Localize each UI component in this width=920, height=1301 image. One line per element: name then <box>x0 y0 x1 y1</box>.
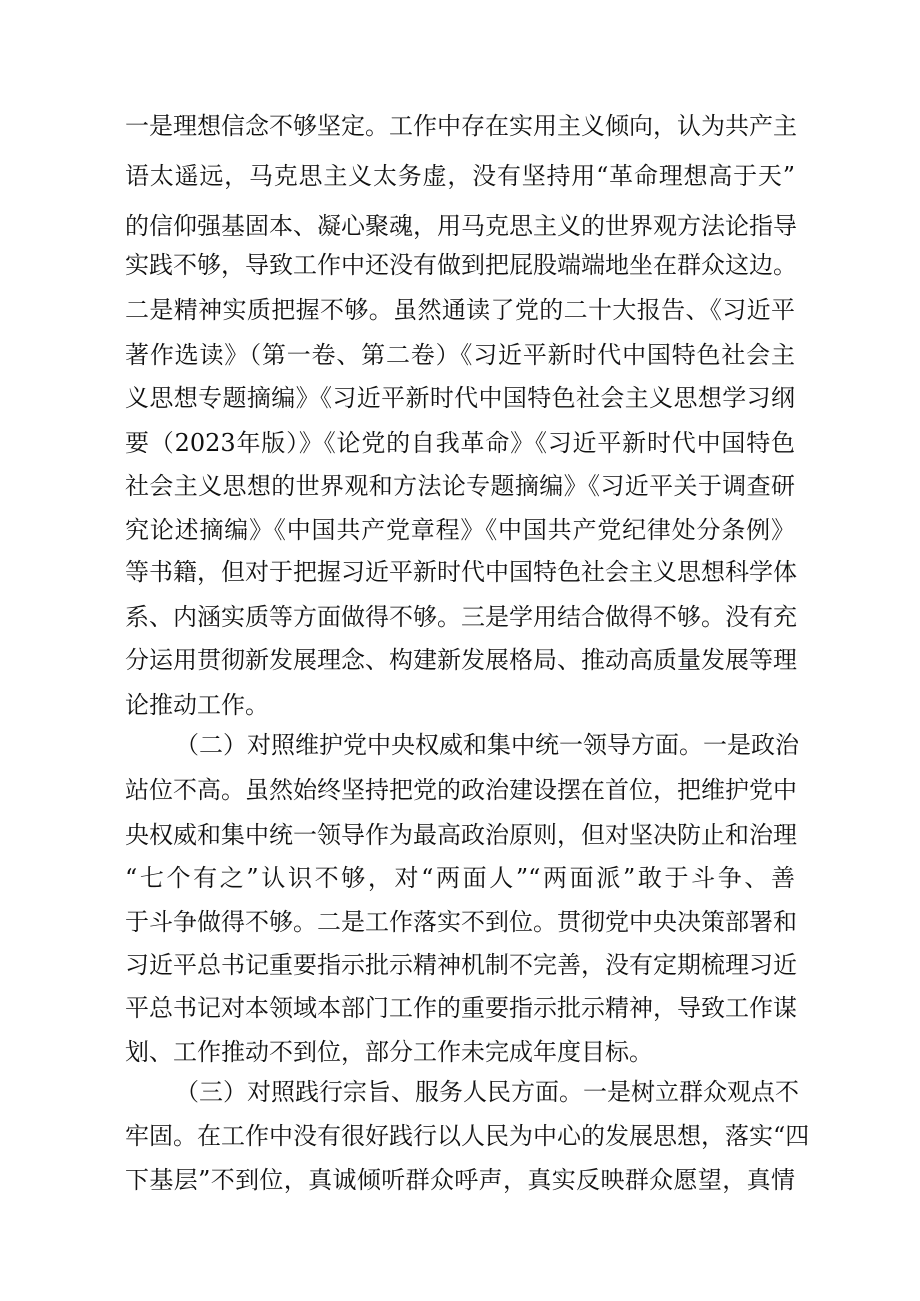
text-line: 牢固。在工作中没有很好践行以人民为中心的发展思想，落实“四 <box>125 1122 810 1150</box>
paragraph-heading-line: （二）对照维护党中央权威和集中统一领导方面。一是政治 <box>175 731 799 759</box>
text-line: 语太遥远，马克思主义太务虚，没有坚持用“革命理想高于天” <box>125 162 795 190</box>
text-line: 的信仰强基固本、凝心聚魂，用马克思主义的世界观方法论指导 <box>125 212 797 240</box>
text-line: 论推动工作。 <box>125 691 269 719</box>
text-line: 下基层”不到位，真诚倾听群众呼声，真实反映群众愿望，真情 <box>125 1166 795 1194</box>
text-line: 习近平总书记重要指示批示精神机制不完善，没有定期梳理习近 <box>125 951 797 979</box>
text-line: 究论述摘编》《中国共产党章程》《中国共产党纪律处分条例》 <box>125 516 795 544</box>
text-line: “七个有之”认识不够，对“两面人”“两面派”敢于斗争、善 <box>125 864 795 892</box>
paragraph-heading-line: （三）对照践行宗旨、服务人民方面。一是树立群众观点不 <box>175 1078 799 1106</box>
text-line: 社会主义思想的世界观和方法论专题摘编》《习近平关于调查研 <box>125 472 795 500</box>
text-line: 站位不高。虽然始终坚持把党的政治建设摆在首位，把维护党中 <box>125 776 797 804</box>
text-line: 实践不够，导致工作中还没有做到把屁股端端地坐在群众这边。 <box>125 251 797 279</box>
text-line: 央权威和集中统一领导作为最高政治原则，但对坚决防止和治理 <box>125 821 797 849</box>
text-line: 要（2023年版）》《论党的自我革命》《习近平新时代中国特色 <box>125 429 795 457</box>
text-line: 二是精神实质把握不够。虽然通读了党的二十大报告、《习近平 <box>125 296 795 324</box>
text-line: 平总书记对本领域本部门工作的重要指示批示精神，导致工作谋 <box>125 994 797 1022</box>
text-line: 于斗争做得不够。二是工作落实不到位。贯彻党中央决策部署和 <box>125 908 797 936</box>
text-line: 系、内涵实质等方面做得不够。三是学用结合做得不够。没有充 <box>125 603 797 631</box>
text-line: 著作选读》（第一卷、第二卷）《习近平新时代中国特色社会主 <box>125 341 795 369</box>
text-line: 分运用贯彻新发展理念、构建新发展格局、推动高质量发展等理 <box>125 646 797 674</box>
text-line: 等书籍，但对于把握习近平新时代中国特色社会主义思想科学体 <box>125 558 797 586</box>
text-line: 一是理想信念不够坚定。工作中存在实用主义倾向，认为共产主 <box>125 112 797 140</box>
text-line: 义思想专题摘编》《习近平新时代中国特色社会主义思想学习纲 <box>125 384 795 412</box>
text-line: 划、工作推动不到位，部分工作未完成年度目标。 <box>125 1038 653 1066</box>
